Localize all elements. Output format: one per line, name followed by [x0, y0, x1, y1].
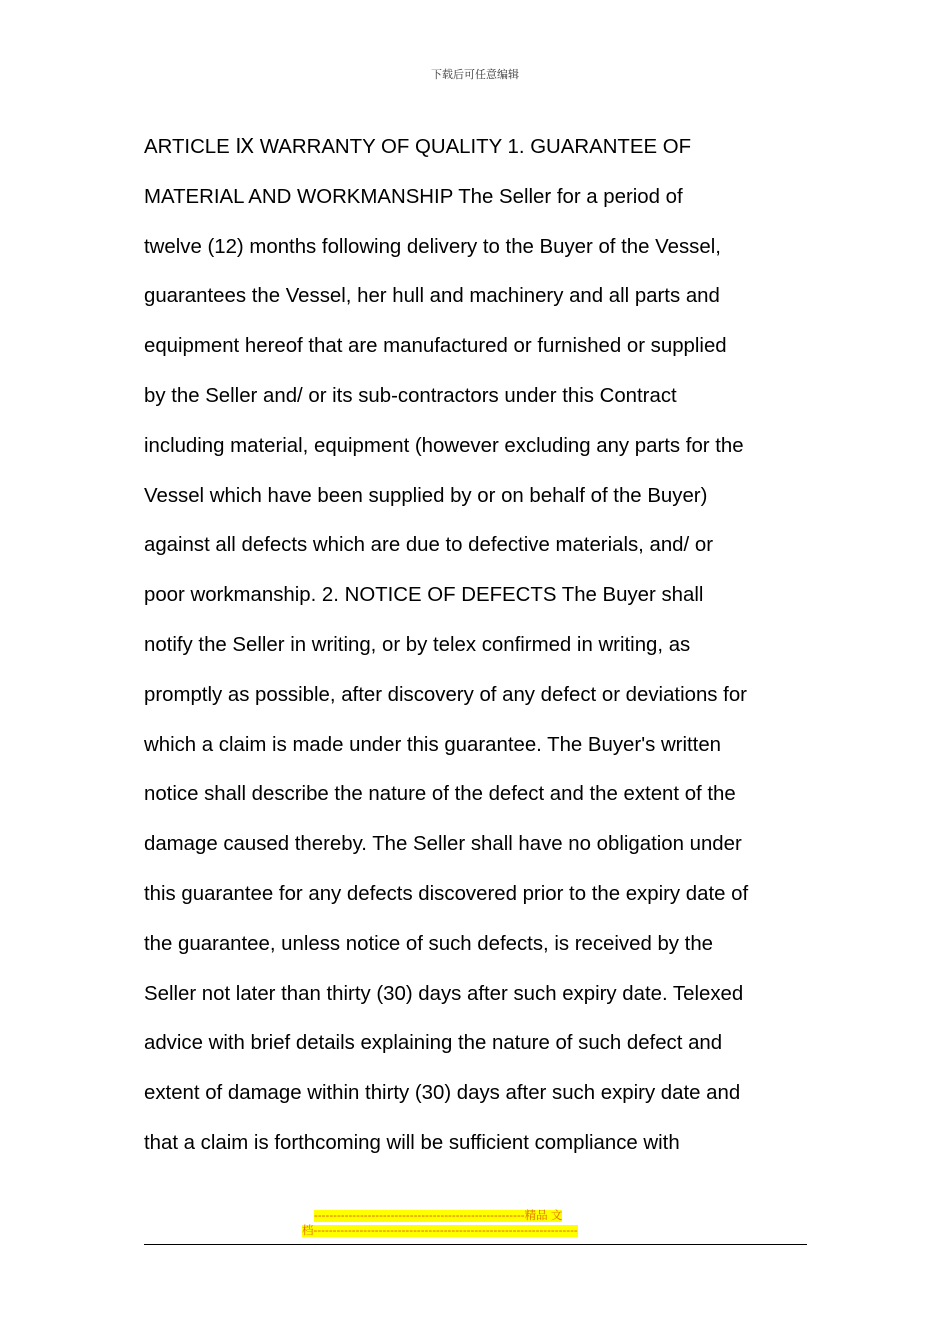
- footer-banner-line-2: [302, 1224, 662, 1239]
- body-line: poor workmanship. 2. NOTICE OF DEFECTS The Buyer shall: [144, 584, 704, 607]
- document-body: [144, 123, 814, 1169]
- body-line: extent of damage within thirty (30) days after such expiry date and: [144, 1082, 741, 1105]
- body-line: by the Seller and/ or its sub-contractors under this Contract: [144, 384, 677, 407]
- body-line: notify the Seller in writing, or by telex confirmed in writing, as: [144, 633, 691, 656]
- body-line: twelve (12) months following delivery to the Buyer of the Vessel,: [144, 235, 721, 258]
- body-line: including material, equipment (however excluding any parts for the: [144, 434, 744, 457]
- body-line: MATERIAL AND WORKMANSHIP The Seller for a period of: [144, 185, 683, 208]
- body-line: promptly as possible, after discovery of any defect or deviations for: [144, 683, 747, 706]
- body-line: advice with brief details explaining the nature of such defect and: [144, 1032, 723, 1055]
- footer-divider: [144, 1244, 807, 1245]
- footer-banner: [302, 1209, 662, 1239]
- body-line: this guarantee for any defects discovered prior to the expiry date of: [144, 882, 749, 905]
- body-line: against all defects which are due to defective materials, and/ or: [144, 534, 713, 557]
- body-line: notice shall describe the nature of the defect and the extent of the: [144, 783, 736, 806]
- body-line: the guarantee, unless notice of such defects, is received by the: [144, 932, 714, 955]
- body-line: guarantees the Vessel, her hull and machinery and all parts and: [144, 285, 720, 308]
- body-line: ARTICLE Ⅸ WARRANTY OF QUALITY 1. GUARANTEE OF: [144, 136, 692, 158]
- body-line: damage caused thereby. The Seller shall have no obligation under: [144, 833, 742, 856]
- footer-banner-text-2: 档---------------------------------------------------------------------: [302, 1225, 578, 1237]
- footer-banner-text-1: -------------------------------------------------------精品 文: [314, 1210, 563, 1222]
- footer-banner-line-1: [302, 1209, 662, 1224]
- body-line: that a claim is forthcoming will be sufficient compliance with: [144, 1131, 680, 1154]
- body-line: which a claim is made under this guarantee. The Buyer's written: [144, 733, 722, 756]
- header-note: 下载后可任意编辑: [431, 68, 519, 81]
- body-line: equipment hereof that are manufactured or furnished or supplied: [144, 335, 727, 358]
- body-line: Seller not later than thirty (30) days after such expiry date. Telexed: [144, 982, 744, 1005]
- body-line: Vessel which have been supplied by or on behalf of the Buyer): [144, 484, 708, 507]
